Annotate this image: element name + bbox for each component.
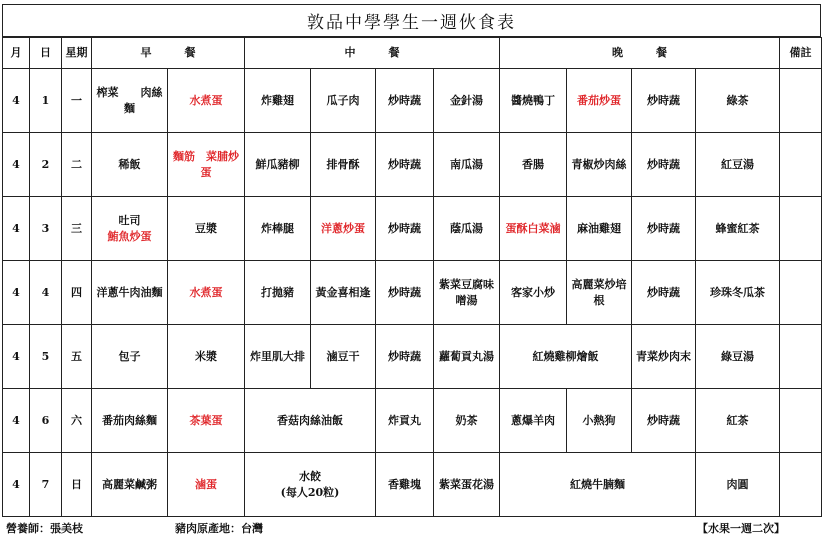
cell-dinner-drink: 珍珠冬瓜茶 [696, 261, 780, 325]
col-day: 日 [30, 38, 62, 69]
cell-month: 4 [3, 261, 30, 325]
col-dinner: 晚 餐 [500, 38, 780, 69]
cell-lunch-3: 炒時蔬 [376, 261, 434, 325]
cell-day: 5 [30, 325, 62, 389]
cell-day: 7 [30, 453, 62, 517]
cell-dinner-1: 客家小炒 [500, 261, 567, 325]
lunch-main-item: 水餃 [299, 469, 321, 483]
cell-breakfast-main: 榨菜 肉絲麵 [92, 69, 168, 133]
cell-lunch-1: 鮮瓜豬柳 [245, 133, 311, 197]
cell-dinner-2: 高麗菜炒培根 [567, 261, 632, 325]
cell-dinner-2: 青椒炒肉絲 [567, 133, 632, 197]
cell-lunch-3: 炒時蔬 [376, 197, 434, 261]
cell-dinner-main: 紅燒牛腩麵 [500, 453, 696, 517]
cell-lunch-2: 排骨酥 [311, 133, 376, 197]
table-row [3, 69, 822, 133]
cell-dinner-3: 炒時蔬 [632, 69, 696, 133]
cell-notes [780, 389, 822, 453]
cell-lunch-1: 打拋豬 [245, 261, 311, 325]
cell-lunch-soup: 奶茶 [434, 389, 500, 453]
table-row [3, 325, 822, 389]
cell-dinner-drink: 紅豆湯 [696, 133, 780, 197]
cell-lunch-1: 炸棒腿 [245, 197, 311, 261]
cell-dinner-2: 小熱狗 [567, 389, 632, 453]
cell-lunch-3: 炒時蔬 [376, 69, 434, 133]
cell-lunch-soup: 紫菜蛋花湯 [434, 453, 500, 517]
cell-dinner-1: 香腸 [500, 133, 567, 197]
cell-day: 2 [30, 133, 62, 197]
cell-notes [780, 69, 822, 133]
cell-day: 4 [30, 261, 62, 325]
cell-lunch-2: 瓜子肉 [311, 69, 376, 133]
cell-lunch-3: 炒時蔬 [376, 325, 434, 389]
table-row [3, 453, 822, 517]
cell-month: 4 [3, 453, 30, 517]
cell-weekday: 二 [62, 133, 92, 197]
breakfast-item-highlight: 鮪魚炒蛋 [107, 229, 152, 243]
table-row [3, 197, 822, 261]
cell-lunch-soup: 金針湯 [434, 69, 500, 133]
cell-breakfast-side: 滷蛋 [168, 453, 245, 517]
cell-breakfast-main: 稀飯 [92, 133, 168, 197]
cell-day: 1 [30, 69, 62, 133]
breakfast-item: 吐司 [118, 213, 141, 227]
cell-breakfast-main: 番茄肉絲麵 [92, 389, 168, 453]
cell-lunch-2: 洋蔥炒蛋 [311, 197, 376, 261]
cell-dinner-3: 炒時蔬 [632, 133, 696, 197]
fruit-note: 【水果一週二次】 [697, 522, 785, 535]
header-row [3, 38, 822, 69]
cell-dinner-main: 紅燒雞柳燴飯 [500, 325, 632, 389]
table-row [3, 261, 822, 325]
cell-dinner-1: 蛋酥白菜滷 [500, 197, 567, 261]
cell-weekday: 六 [62, 389, 92, 453]
cell-dinner-drink: 蜂蜜紅茶 [696, 197, 780, 261]
cell-dinner-2: 番茄炒蛋 [567, 69, 632, 133]
cell-lunch-3: 香雞塊 [376, 453, 434, 517]
cell-lunch-soup: 蔭瓜湯 [434, 197, 500, 261]
cell-month: 4 [3, 133, 30, 197]
cell-dinner-drink: 綠茶 [696, 69, 780, 133]
cell-dinner-3: 炒時蔬 [632, 261, 696, 325]
cell-dinner-2: 麻油雞翅 [567, 197, 632, 261]
cell-notes [780, 261, 822, 325]
cell-dinner-drink: 綠豆湯 [696, 325, 780, 389]
weekly-menu-table [2, 37, 822, 517]
page-title: 敦品中學學生一週伙食表 [2, 4, 821, 37]
cell-dinner-drink: 紅茶 [696, 389, 780, 453]
cell-breakfast-main: 洋蔥牛肉油麵 [92, 261, 168, 325]
cell-lunch-main [245, 453, 376, 517]
cell-dinner-3: 青菜炒肉末 [632, 325, 696, 389]
cell-breakfast-side: 水煮蛋 [168, 69, 245, 133]
cell-month: 4 [3, 197, 30, 261]
cell-month: 4 [3, 389, 30, 453]
lunch-main-note: (每人20粒) [280, 485, 340, 499]
cell-lunch-1: 炸雞翅 [245, 69, 311, 133]
cell-day: 3 [30, 197, 62, 261]
table-row [3, 389, 822, 453]
cell-lunch-main: 香菇肉絲油飯 [245, 389, 376, 453]
cell-month: 4 [3, 69, 30, 133]
cell-weekday: 五 [62, 325, 92, 389]
cell-breakfast-main: 高麗菜鹹粥 [92, 453, 168, 517]
col-lunch: 中 餐 [245, 38, 500, 69]
col-breakfast: 早 餐 [92, 38, 245, 69]
cell-breakfast-side: 米漿 [168, 325, 245, 389]
cell-lunch-2: 滷豆干 [311, 325, 376, 389]
cell-breakfast-main: 包子 [92, 325, 168, 389]
cell-lunch-2: 黃金喜相逢 [311, 261, 376, 325]
cell-weekday: 日 [62, 453, 92, 517]
cell-dinner-drink: 肉圓 [696, 453, 780, 517]
cell-lunch-soup: 蘿蔔貢丸湯 [434, 325, 500, 389]
cell-breakfast-side: 水煮蛋 [168, 261, 245, 325]
cell-notes [780, 453, 822, 517]
cell-day: 6 [30, 389, 62, 453]
col-weekday: 星期 [62, 38, 92, 69]
col-month: 月 [3, 38, 30, 69]
cell-dinner-1: 蔥爆羊肉 [500, 389, 567, 453]
table-row [3, 133, 822, 197]
nutritionist-label: 營養師：張美枝 [6, 522, 83, 535]
cell-notes [780, 197, 822, 261]
cell-lunch-1: 炸里肌大排 [245, 325, 311, 389]
cell-breakfast-side: 麵筋 菜脯炒蛋 [168, 133, 245, 197]
cell-lunch-3: 炸貢丸 [376, 389, 434, 453]
cell-lunch-soup: 南瓜湯 [434, 133, 500, 197]
cell-lunch-3: 炒時蔬 [376, 133, 434, 197]
col-notes: 備註 [780, 38, 822, 69]
cell-breakfast-side: 茶葉蛋 [168, 389, 245, 453]
cell-weekday: 一 [62, 69, 92, 133]
cell-breakfast-side: 豆漿 [168, 197, 245, 261]
cell-lunch-soup: 紫菜豆腐味噌湯 [434, 261, 500, 325]
cell-month: 4 [3, 325, 30, 389]
cell-dinner-1: 醬燒鴨丁 [500, 69, 567, 133]
cell-breakfast-main [92, 197, 168, 261]
pork-origin-label: 豬肉原產地：台灣 [175, 522, 263, 535]
cell-weekday: 四 [62, 261, 92, 325]
cell-notes [780, 133, 822, 197]
cell-dinner-3: 炒時蔬 [632, 197, 696, 261]
cell-weekday: 三 [62, 197, 92, 261]
cell-dinner-3: 炒時蔬 [632, 389, 696, 453]
cell-notes [780, 325, 822, 389]
